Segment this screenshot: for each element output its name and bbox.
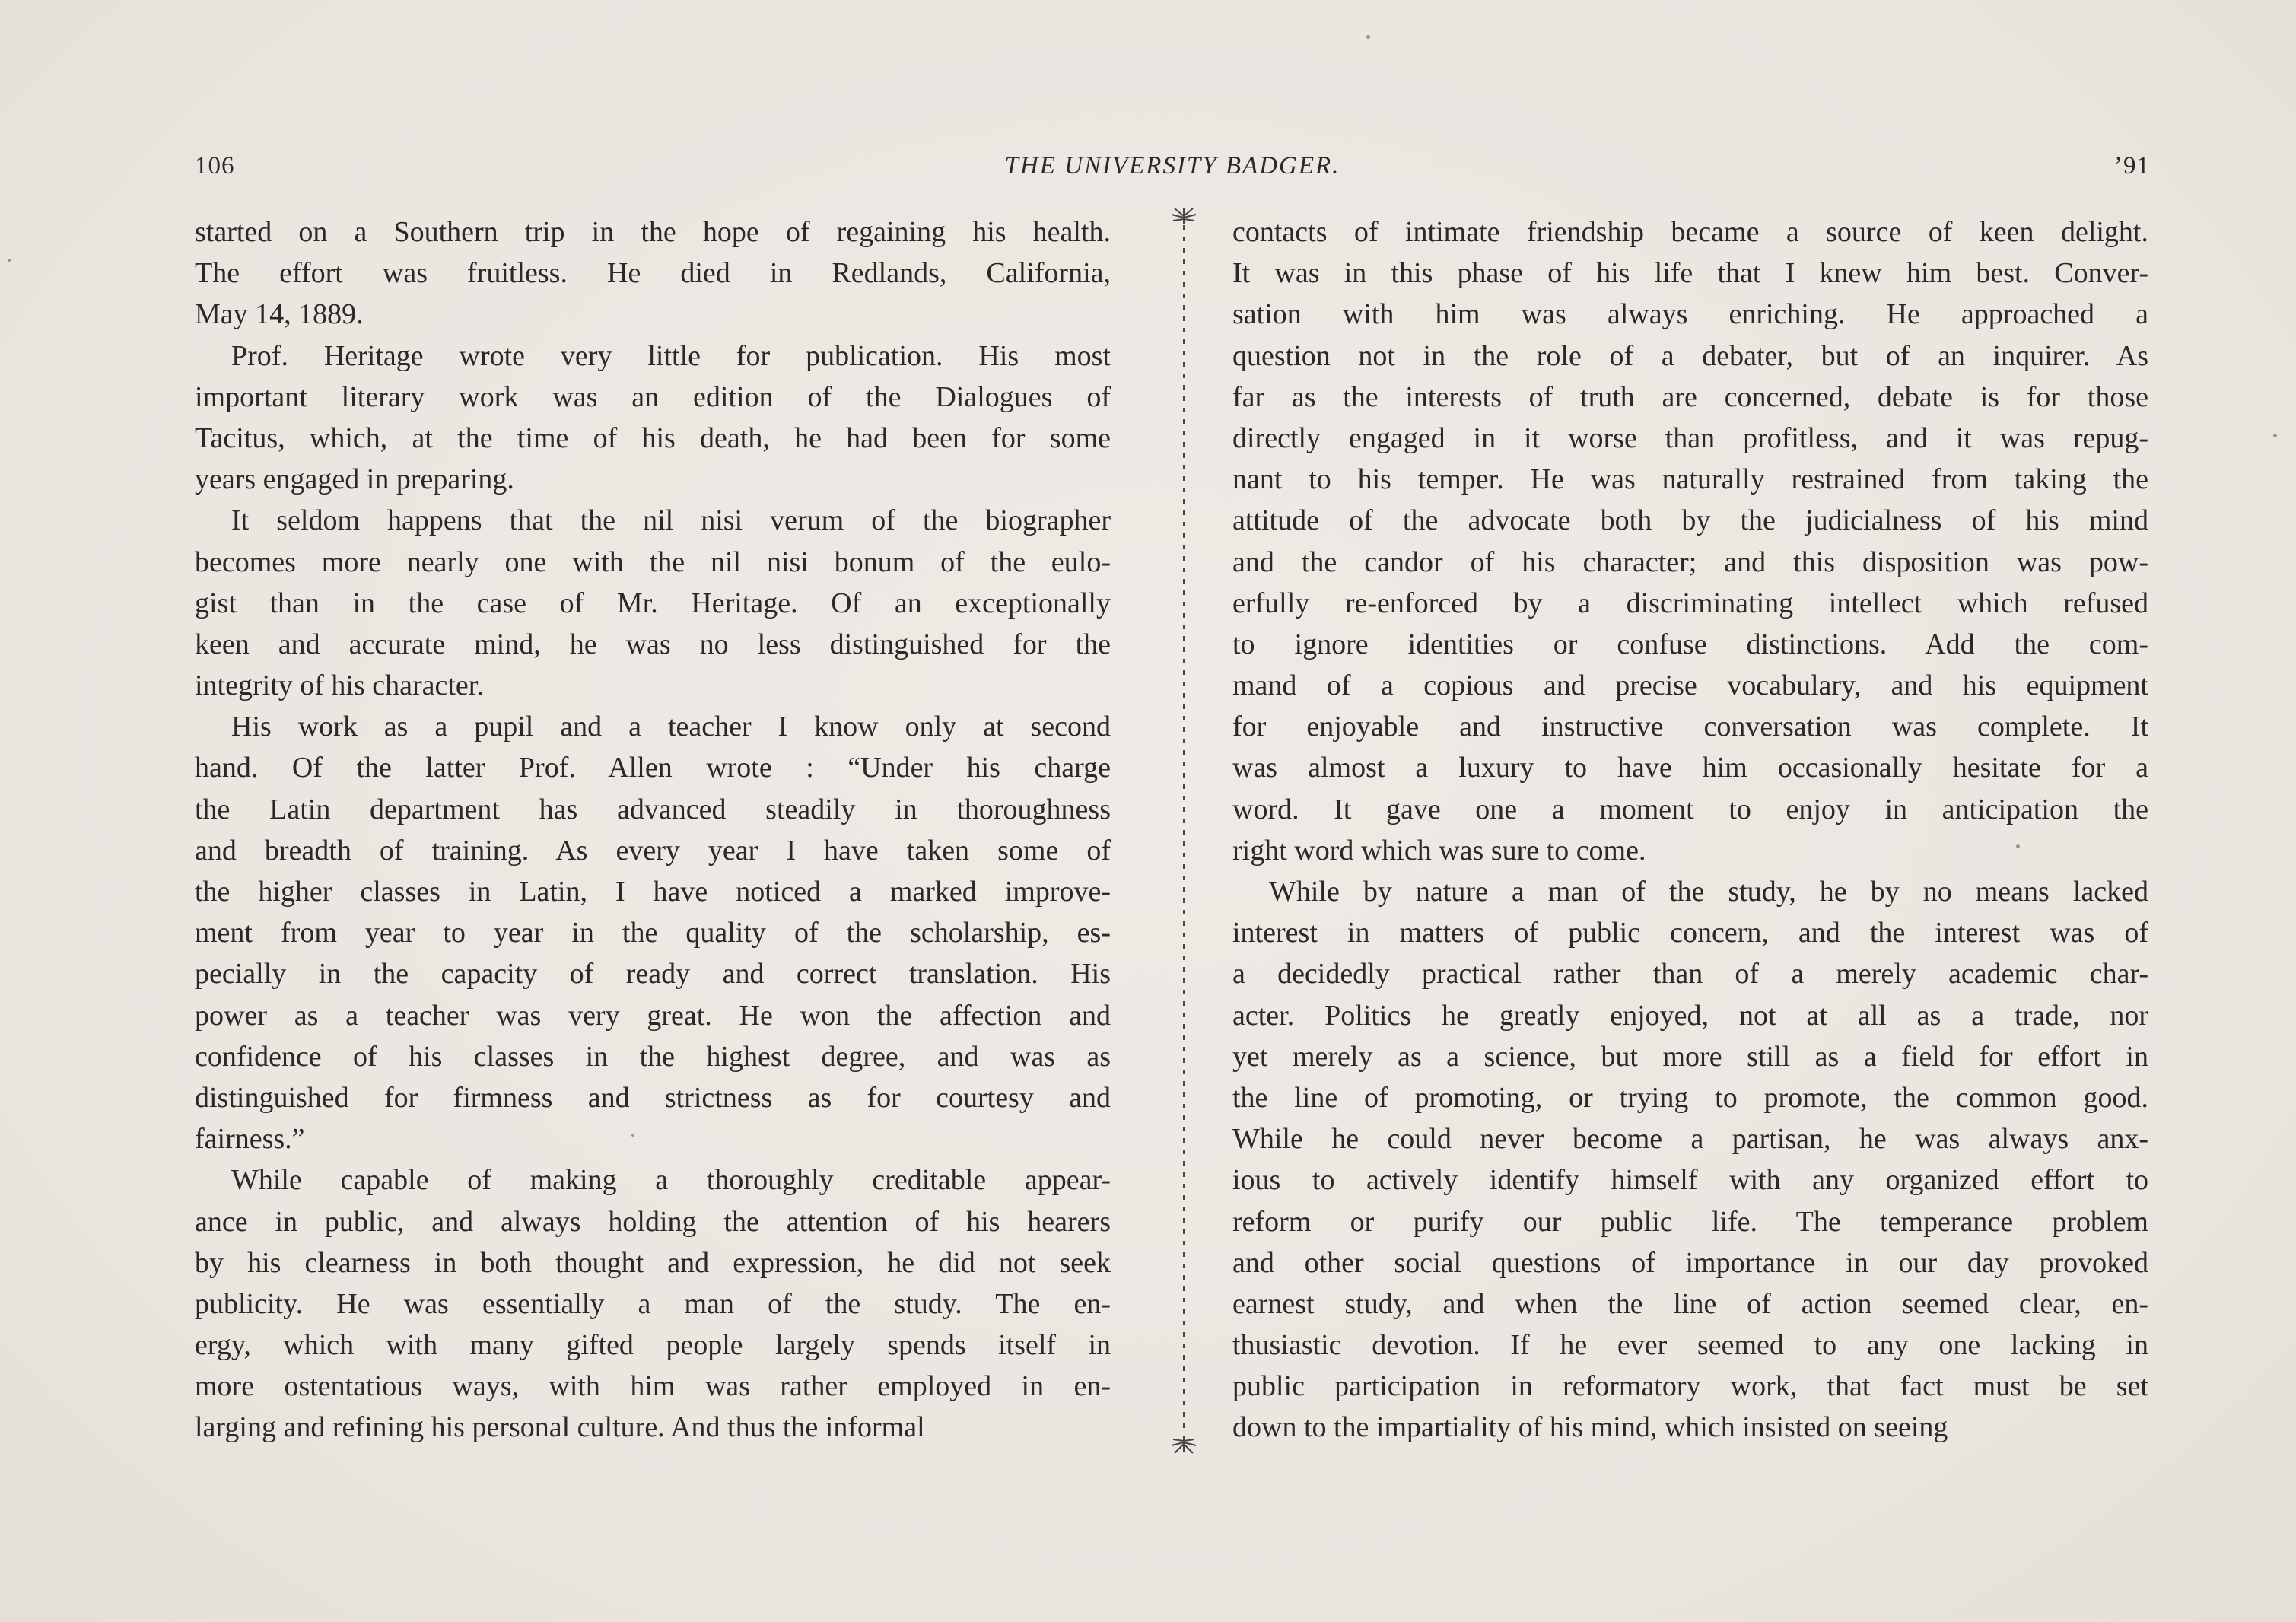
- paper-speck: [2273, 434, 2277, 437]
- text-line: reform or purify our public life. The temperance problem: [1232, 1205, 2148, 1238]
- text-line: hand. Of the latter Prof. Allen wrote : “Under his charge: [195, 752, 1111, 784]
- text-line: the line of promoting, or trying to promote, the common good.: [1232, 1081, 2148, 1114]
- text-line: While by nature a man of the study, he by no means lacked: [1269, 876, 2148, 908]
- text-line: the higher classes in Latin, I have noticed a marked improve-: [195, 876, 1111, 908]
- text-line: thusiastic devotion. If he ever seemed to any one lacking in: [1232, 1329, 2148, 1362]
- text-line: important literary work was an edition of the Dialogues of: [195, 380, 1111, 413]
- text-line: Tacitus, which, at the time of his death, he had been for some: [195, 421, 1111, 454]
- text-line: gist than in the case of Mr. Heritage. Of an exceptionally: [195, 587, 1111, 619]
- text-line: years engaged in preparing.: [195, 463, 514, 496]
- text-line: yet merely as a science, but more still as a field for effort in: [1232, 1040, 2148, 1073]
- text-line: publicity. He was essentially a man of the study. The en-: [195, 1287, 1111, 1320]
- text-line: directly engaged in it worse than profitless, and it was repug-: [1232, 421, 2148, 454]
- text-line: more ostentatious ways, with him was rather employed in en-: [195, 1370, 1111, 1403]
- text-line: and breadth of training. As every year I have taken some of: [195, 834, 1111, 867]
- page-number: 106: [195, 152, 235, 180]
- text-line: attitude of the advocate both by the judicialness of his mind: [1232, 504, 2148, 537]
- text-line: erfully re-enforced by a discriminating intellect which refused: [1232, 587, 2148, 619]
- text-line: interest in matters of public concern, and the interest was of: [1232, 917, 2148, 949]
- text-line: mand of a copious and precise vocabulary, and his equipment: [1232, 669, 2148, 702]
- column-divider-ornament: [1169, 207, 1199, 1455]
- paper-speck: [631, 1134, 634, 1137]
- text-line: ious to actively identify himself with any organized effort to: [1232, 1164, 2148, 1197]
- text-line: the Latin department has advanced steadily in thoroughness: [195, 793, 1111, 825]
- text-line: fairness.”: [195, 1123, 305, 1156]
- text-line: a decidedly practical rather than of a merely academic char-: [1232, 958, 2148, 991]
- text-line: ergy, which with many gifted people largely spends itself in: [195, 1329, 1111, 1362]
- text-line: power as a teacher was very great. He won the affection and: [195, 999, 1111, 1032]
- volume-year: ’91: [2114, 152, 2150, 180]
- text-line: ment from year to year in the quality of the scholarship, es-: [195, 917, 1111, 949]
- text-line: and other social questions of importance in our day provoked: [1232, 1246, 2148, 1279]
- paper-speck: [8, 259, 11, 262]
- text-line: nant to his temper. He was naturally restrained from taking the: [1232, 463, 2148, 496]
- left-text-column: [195, 211, 1111, 1449]
- running-header: [195, 143, 2150, 189]
- text-line: earnest study, and when the line of action seemed clear, en-: [1232, 1287, 2148, 1320]
- text-line: It seldom happens that the nil nisi verum of the biographer: [231, 504, 1111, 537]
- text-line: pecially in the capacity of ready and correct translation. His: [195, 958, 1111, 991]
- text-line: May 14, 1889.: [195, 298, 364, 331]
- text-line: integrity of his character.: [195, 669, 484, 702]
- text-line: ance in public, and always holding the attention of his hearers: [195, 1205, 1111, 1238]
- right-text-column: [1232, 211, 2148, 1449]
- text-line: down to the impartiality of his mind, which insisted on seeing: [1232, 1411, 1948, 1444]
- text-line: right word which was sure to come.: [1232, 834, 1646, 867]
- text-line: public participation in reformatory work, that fact must be set: [1232, 1370, 2148, 1403]
- text-line: While capable of making a thoroughly creditable appear-: [231, 1164, 1111, 1197]
- running-title: THE UNIVERSITY BADGER.: [1004, 152, 1340, 180]
- paper-speck: [1366, 35, 1370, 39]
- text-line: It was in this phase of his life that I knew him best. Conver-: [1232, 257, 2148, 290]
- text-line: for enjoyable and instructive conversation was complete. It: [1232, 711, 2148, 743]
- text-line: While he could never become a partisan, he was always anx-: [1232, 1123, 2148, 1156]
- text-line: far as the interests of truth are concerned, debate is for those: [1232, 380, 2148, 413]
- text-line: keen and accurate mind, he was no less distinguished for the: [195, 628, 1111, 660]
- text-line: contacts of intimate friendship became a source of keen delight.: [1232, 216, 2148, 248]
- text-line: word. It gave one a moment to enjoy in anticipation the: [1232, 793, 2148, 825]
- text-line: by his clearness in both thought and expression, he did not seek: [195, 1246, 1111, 1279]
- text-line: started on a Southern trip in the hope of regaining his health.: [195, 216, 1111, 248]
- text-line: distinguished for firmness and strictness as for courtesy and: [195, 1081, 1111, 1114]
- text-line: and the candor of his character; and this disposition was pow-: [1232, 545, 2148, 578]
- text-line: confidence of his classes in the highest degree, and was as: [195, 1040, 1111, 1073]
- text-line: becomes more nearly one with the nil nisi bonum of the eulo-: [195, 545, 1111, 578]
- text-line: acter. Politics he greatly enjoyed, not at all as a trade, nor: [1232, 999, 2148, 1032]
- text-line: sation with him was always enriching. He approached a: [1232, 298, 2148, 331]
- text-line: was almost a luxury to have him occasionally hesitate for a: [1232, 752, 2148, 784]
- paper-speck: [2016, 844, 2020, 848]
- text-line: Prof. Heritage wrote very little for publication. His most: [231, 339, 1111, 372]
- text-line: The effort was fruitless. He died in Redlands, California,: [195, 257, 1111, 290]
- text-line: His work as a pupil and a teacher I know only at second: [231, 711, 1111, 743]
- text-line: to ignore identities or confuse distinctions. Add the com-: [1232, 628, 2148, 660]
- text-line: larging and refining his personal culture. And thus the informal: [195, 1411, 925, 1444]
- text-line: question not in the role of a debater, but of an inquirer. As: [1232, 339, 2148, 372]
